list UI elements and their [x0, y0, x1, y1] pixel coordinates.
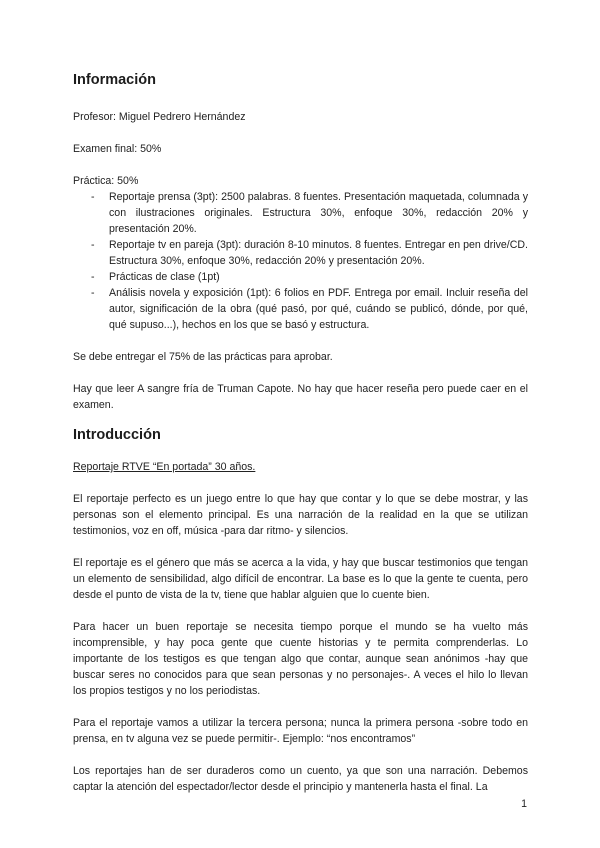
- professor-line: Profesor: Miguel Pedrero Hernández: [73, 111, 246, 123]
- exam-weight: Examen final: 50%: [73, 143, 162, 155]
- intro-paragraph: El reportaje es el género que más se acerca a la vida, y hay que buscar testimonios que tengan un elemento de sensibilidad, algo difícil de encontrar. La base es lo que la gente te cuenta, pero desde el punto de vista de la tv, tiene que hablar alguien que lo cuente bien.: [73, 557, 528, 601]
- practice-item: - Reportaje tv en pareja (3pt): duración 8-10 minutos. 8 fuentes. Entregar en pen drive/CD. Estructura 30%, enfoque 30%, redacción 20% y presentación 20%.: [109, 237, 528, 269]
- practices-requirement: Se debe entregar el 75% de las prácticas para aprobar.: [73, 351, 333, 363]
- intro-subheading: Reportaje RTVE “En portada” 30 años.: [73, 461, 256, 473]
- intro-paragraph: Para hacer un buen reportaje se necesita tiempo porque el mundo se ha vuelto más incomprensible, y hay poca gente que cuente historias y te permita comprenderlas. Lo importante de los testigos es que tengan algo que contar, aunque sean anónimos -hay que buscar seres no conocidos para que sean personas y no personajes-. A veces el hilo lo llevan los propios testigos y no los periodistas.: [73, 621, 528, 697]
- reading-requirement: Hay que leer A sangre fría de Truman Capote. No hay que hacer reseña pero puede caer en el examen.: [73, 383, 528, 411]
- practice-item: - Análisis novela y exposición (1pt): 6 folios en PDF. Entrega por email. Incluir reseña del autor, significación de la obra (qué pasó, por qué, cuándo se publicó, dónde, por qué, qué supuso...), hechos en los que se basó y estructura.: [109, 285, 528, 333]
- practice-list: [73, 189, 528, 333]
- intro-paragraph: Los reportajes han de ser duraderos como un cuento, ya que son una narración. Debemos captar la atención del espectador/lector desde el principio y mantenerla hasta el final. La: [73, 765, 528, 793]
- intro-heading: Introducción: [73, 427, 161, 443]
- practice-item: - Prácticas de clase (1pt): [109, 269, 528, 285]
- page-content: [73, 70, 528, 795]
- page-number: 1: [521, 798, 527, 810]
- info-heading: Información: [73, 72, 156, 88]
- practice-weight: Práctica: 50%: [73, 175, 139, 187]
- practice-item: - Reportaje prensa (3pt): 2500 palabras. 8 fuentes. Presentación maquetada, columnada y con ilustraciones originales. Estructura 30%, enfoque 30%, redacción 20% y presentación 20%.: [109, 189, 528, 237]
- intro-paragraph: Para el reportaje vamos a utilizar la tercera persona; nunca la primera persona -sobre todo en prensa, en tv alguna vez se puede permitir-. Ejemplo: “nos encontramos”: [73, 717, 528, 745]
- intro-paragraph: El reportaje perfecto es un juego entre lo que hay que contar y lo que se debe mostrar, y las personas son el elemento principal. Es una narración de la realidad en la que se utilizan testimonios, voz en off, música -para dar ritmo- y silencios.: [73, 493, 528, 537]
